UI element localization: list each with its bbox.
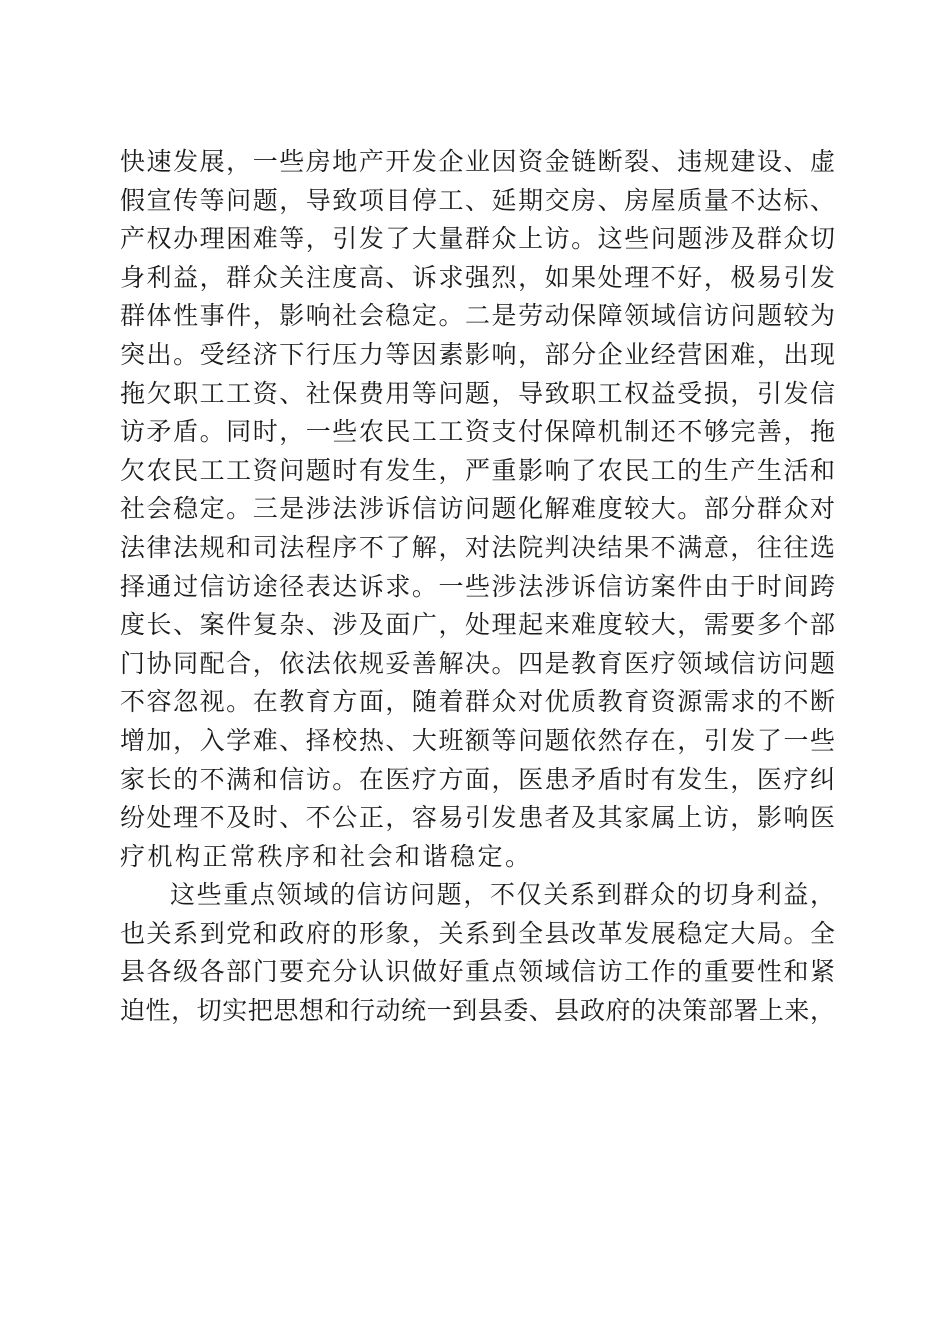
text-line: 门协同配合，依法依规妥善解决。四是教育医疗领域信访问题 (120, 648, 835, 678)
text-line: 也关系到党和政府的形象，关系到全县改革发展稳定大局。全 (120, 918, 835, 948)
text-line: 访矛盾。同时，一些农民工工资支付保障机制还不够完善，拖 (120, 417, 835, 447)
text-line: 这些重点领域的信访问题，不仅关系到群众的切身利益， (170, 880, 835, 910)
paragraph-2 (120, 876, 835, 1030)
text-line: 度长、案件复杂、涉及面广，处理起来难度较大，需要多个部 (120, 610, 835, 640)
text-line: 法律法规和司法程序不了解，对法院判决结果不满意，往往选 (120, 532, 835, 562)
text-line: 欠农民工工资问题时有发生，严重影响了农民工的生产生活和 (120, 455, 835, 485)
text-line: 快速发展，一些房地产开发企业因资金链断裂、违规建设、虚 (120, 147, 835, 176)
paragraph-1 (120, 143, 835, 876)
text-line: 家长的不满和信访。在医疗方面，医患矛盾时有发生，医疗纠 (120, 764, 835, 794)
text-line: 迫性，切实把思想和行动统一到县委、县政府的决策部署上来， (120, 996, 835, 1026)
text-line: 突出。受经济下行压力等因素影响，部分企业经营困难，出现 (120, 339, 835, 369)
text-line: 纷处理不及时、不公正，容易引发患者及其家属上访，影响医 (120, 803, 835, 833)
text-line: 群体性事件，影响社会稳定。二是劳动保障领域信访问题较为 (120, 301, 835, 331)
text-line: 疗机构正常秩序和社会和谐稳定。 (120, 841, 533, 871)
text-line: 社会稳定。三是涉法涉诉信访问题化解难度较大。部分群众对 (120, 494, 835, 524)
text-line: 身利益，群众关注度高、诉求强烈，如果处理不好，极易引发 (120, 262, 835, 292)
text-line: 拖欠职工工资、社保费用等问题，导致职工权益受损，引发信 (120, 378, 835, 408)
text-line: 不容忽视。在教育方面，随着群众对优质教育资源需求的不断 (120, 687, 835, 717)
body-text (120, 143, 835, 1031)
text-line: 假宣传等问题，导致项目停工、延期交房、房屋质量不达标、 (120, 185, 835, 215)
text-line: 增加，入学难、择校热、大班额等问题依然存在，引发了一些 (120, 725, 835, 755)
text-line: 产权办理困难等，引发了大量群众上访。这些问题涉及群众切 (120, 224, 835, 254)
text-line: 择通过信访途径表达诉求。一些涉法涉诉信访案件由于时间跨 (120, 571, 835, 601)
text-line: 县各级各部门要充分认识做好重点领域信访工作的重要性和紧 (120, 957, 835, 987)
